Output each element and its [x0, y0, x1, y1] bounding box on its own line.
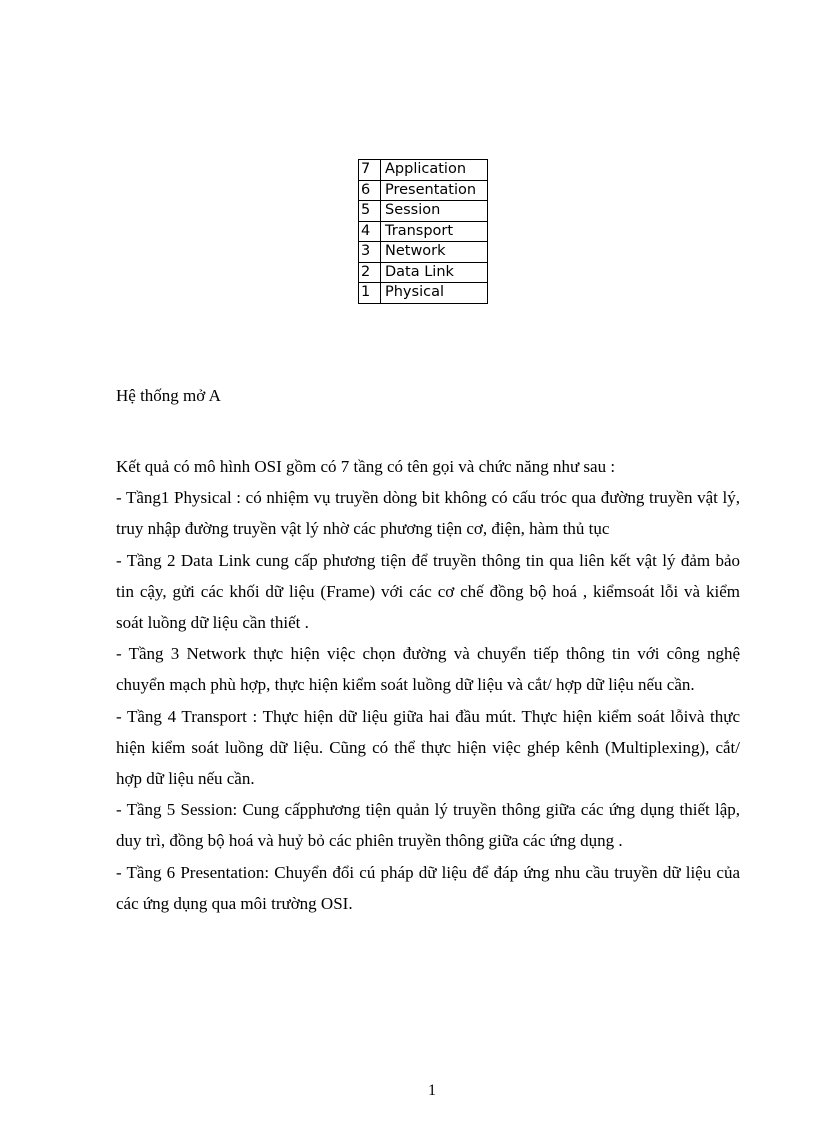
intro-paragraph: Kết quả có mô hình OSI gồm có 7 tầng có tên gọi và chức năng như sau : — [116, 457, 616, 476]
layer-4-paragraph: - Tầng 4 Transport : Thực hiện dữ liệu giữa hai đầu mút. Thực hiện kiểm soát lỗivà thực hiện kiểm soát luồng dữ liệu. Cũng có thể thực hiện việc ghép kênh (Multiplexing), cắt/ hợp dữ liệu nếu cần. — [116, 706, 740, 789]
layer-number: 7 — [359, 160, 381, 181]
osi-layer-table — [358, 159, 488, 304]
layer-number: 4 — [359, 221, 381, 242]
layer-1-paragraph: - Tầng1 Physical : có nhiệm vụ truyền dòng bit không có cấu tróc qua đường truyền vật lý, truy nhập đường truyền vật lý nhờ các phương tiện cơ, điện, hàm thủ tục — [116, 488, 740, 539]
table-row — [359, 283, 488, 304]
table-row — [359, 180, 488, 201]
layer-name: Data Link — [381, 262, 488, 283]
layer-name: Network — [381, 242, 488, 263]
document-body — [116, 451, 740, 919]
table-row — [359, 160, 488, 181]
page-number: 1 — [428, 1082, 436, 1099]
layer-name: Physical — [381, 283, 488, 304]
table-row — [359, 262, 488, 283]
layer-name: Session — [381, 201, 488, 222]
layer-name: Transport — [381, 221, 488, 242]
layer-number: 1 — [359, 283, 381, 304]
layer-name: Presentation — [381, 180, 488, 201]
layer-name: Application — [381, 160, 488, 181]
table-row — [359, 242, 488, 263]
layer-6-paragraph: - Tầng 6 Presentation: Chuyển đổi cú pháp dữ liệu để đáp ứng nhu cầu truyền dữ liệu của các ứng dụng qua môi trường OSI. — [116, 862, 740, 913]
layer-number: 6 — [359, 180, 381, 201]
layer-5-paragraph: - Tầng 5 Session: Cung cấpphương tiện quản lý truyền thông giữa các ứng dụng thiết lập, duy trì, đồng bộ hoá và huỷ bỏ các phiên truyền thông giữa các ứng dụng . — [116, 800, 740, 851]
table-row — [359, 201, 488, 222]
layer-number: 5 — [359, 201, 381, 222]
section-heading: Hệ thống mở A — [116, 386, 221, 405]
layer-number: 2 — [359, 262, 381, 283]
layer-number: 3 — [359, 242, 381, 263]
table-row — [359, 221, 488, 242]
layer-3-paragraph: - Tầng 3 Network thực hiện việc chọn đường và chuyển tiếp thông tin với công nghệ chuyển mạch phù hợp, thực hiện kiểm soát luồng dữ liệu và cắt/ hợp dữ liệu nếu cần. — [116, 644, 740, 695]
layer-2-paragraph: - Tầng 2 Data Link cung cấp phương tiện để truyền thông tin qua liên kết vật lý đảm bảo tin cậy, gửi các khối dữ liệu (Frame) với các cơ chế đồng bộ hoá , kiểmsoát lỗi và kiểm soát luồng dữ liệu cần thiết . — [116, 550, 740, 633]
